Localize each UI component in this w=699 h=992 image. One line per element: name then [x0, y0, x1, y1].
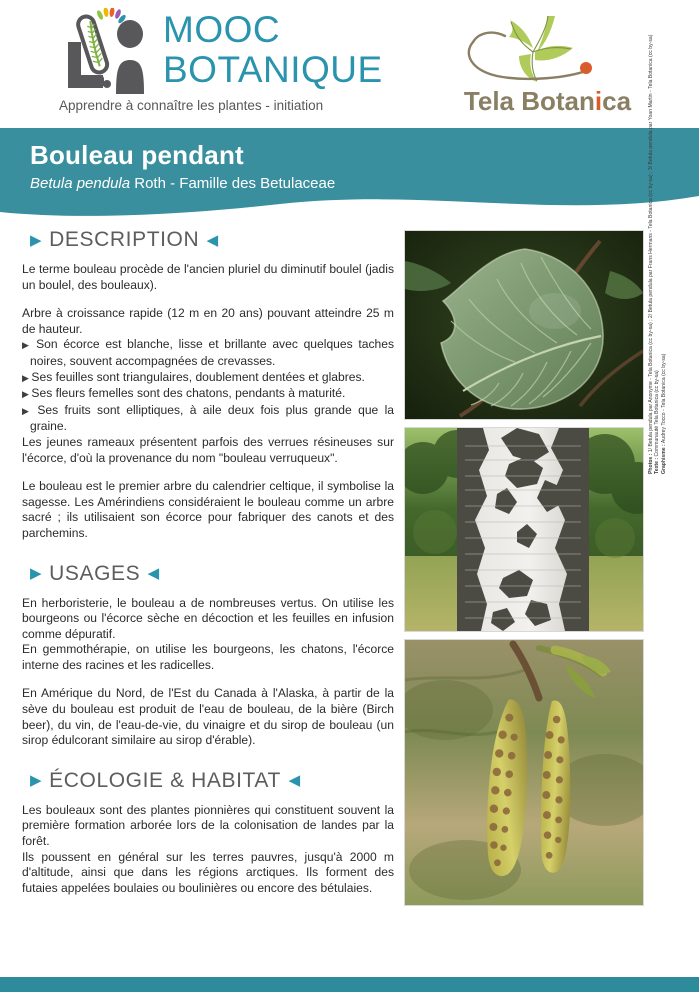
photo-credits-text [648, 0, 667, 474]
footer-bar [0, 977, 699, 992]
mooc-tagline: Apprendre à connaître les plantes - initiation [59, 98, 324, 113]
tela-name-part2: ca [602, 86, 632, 116]
bullet-arrow-icon: ▶ [22, 389, 32, 400]
section-heading-label: USAGES [49, 561, 141, 585]
credit-graphisme-value: Audrey Tocco - Tela Botanica (cc by-sa) [660, 353, 667, 445]
paragraph-spacer [22, 466, 394, 479]
section-heading-usages [22, 562, 394, 586]
species-title-banner [0, 128, 699, 220]
section-heading-label: DESCRIPTION [49, 228, 200, 251]
mooc-title-line2: BOTANIQUE [163, 49, 383, 90]
photo-catkins [404, 639, 644, 906]
species-common-name: Bouleau pendant [30, 140, 244, 170]
photo-bark [404, 427, 644, 632]
content-column [22, 228, 394, 896]
body-paragraph: Le bouleau est le premier arbre du calendrier celtique, il symbolise la sagesse. Les Amérindiens considéraient le bouleau comme un arbre sacré ; ils utilisaient son écorce pour fabriquer des canots et des parchemins. [22, 479, 394, 540]
body-paragraph: Arbre à croissance rapide (12 m en 20 ans) pouvant atteindre 25 m de hauteur. [22, 306, 394, 336]
credit-texte-label: Texte : [654, 457, 661, 474]
mooc-wordmark [163, 10, 383, 90]
mooc-title-line1: MOOC [163, 9, 281, 50]
bullet-arrow-icon: ▶ [22, 372, 32, 383]
section-spacer [22, 542, 394, 562]
section-arrow-right-icon: ▶ [287, 772, 301, 790]
section-heading-ecologie [22, 769, 394, 793]
section-arrow-right-icon: ▶ [206, 231, 219, 249]
tela-name-part1: Tela Botan [463, 86, 595, 116]
bullet-arrow-icon: ▶ [22, 405, 38, 416]
photo-column [404, 230, 644, 913]
body-paragraph: En Amérique du Nord, de l'Est du Canada à l'Alaska, à partir de la sève du bouleau est produit de l'eau de bouleau, de la bière (Birch beer), du vin, de l'eau-de-vie, du vinaigre et du sirop de bouleau (un sirop édulcorant similaire au sirop d'érable). [22, 686, 394, 748]
species-latin-binomial: Betula pendula [30, 175, 131, 192]
tela-botanica-wordmark [455, 86, 640, 117]
section-heading-description [22, 228, 394, 252]
petals-icon [96, 8, 127, 24]
mooc-botanique-logo [58, 6, 383, 116]
page-header [0, 0, 699, 128]
species-family-text: Roth - Famille des Betulaceae [130, 175, 336, 192]
credit-line-graphisme [661, 0, 667, 474]
paragraph-spacer [22, 673, 394, 686]
bullet-item [22, 403, 394, 435]
body-paragraph: Le terme bouleau procède de l'ancien pluriel du diminutif boulel (jadis un boulel, des bouleaux). [22, 262, 394, 292]
credit-graphisme-label: Graphisme : [660, 444, 667, 474]
bullet-text: Ses feuilles sont triangulaires, doublement dentées et glabres. [31, 369, 365, 384]
credit-texte-value: Communauté Tela Botanica (cc by-sa) [654, 370, 661, 458]
species-scientific-name [30, 175, 335, 192]
tela-name-accent-i: i [594, 86, 603, 116]
paragraph-spacer [22, 293, 394, 306]
bullet-item [22, 386, 394, 403]
tela-botanica-logo [455, 8, 640, 118]
tela-leaf-icon [455, 8, 640, 88]
bullet-item [22, 370, 394, 387]
section-heading-label: ÉCOLOGIE & HABITAT [49, 768, 281, 792]
section-arrow-left-icon: ▶ [30, 772, 43, 790]
bullet-text: Son écorce est blanche, lisse et brillante avec quelques taches noires, souvent accompagnées de crevasses. [30, 337, 395, 368]
mooc-logo-mark [58, 8, 158, 96]
bullet-arrow-icon: ▶ [22, 340, 37, 351]
bullet-text: Ses fruits sont elliptiques, à aile deux fois plus grande que la graine. [30, 402, 395, 434]
credit-photos-label: Photos : [648, 453, 654, 474]
section-arrow-left-icon: ▶ [30, 231, 43, 249]
bullet-text: Ses fleurs femelles sont des chatons, pendants à maturité. [31, 386, 346, 401]
bullet-item [22, 337, 394, 369]
section-spacer [22, 749, 394, 769]
body-paragraph: Les bouleaux sont des plantes pionnières qui constituent souvent la première formation arborée lors de la colonisation de landes par la forêt. [22, 802, 394, 849]
photo-leaf [404, 230, 644, 420]
body-paragraph: En gemmothérapie, on utilise les bourgeons, les chatons, l'écorce interne des racines et les radicelles. [22, 642, 394, 672]
section-arrow-left-icon: ▶ [30, 565, 43, 582]
credit-photos-value: 1/ Betula pendula par Anonyme - Tela Botanica (cc by-sa) ; 2/ Betula pendula par Frans Hermans - Tela Botanica (cc by-sa) ; 3/ Betula pendula par Yoan Martin - Tela Botanica (cc by-sa) [648, 34, 654, 454]
body-paragraph: En herboristerie, le bouleau a de nombreuses vertus. On utilise les bourgeons ou l'écorce sèche en décoction et les feuilles en infusion comme dépuratif. [22, 595, 394, 641]
body-paragraph: Ils poussent en général sur les terres pauvres, jusqu'à 2000 m d'altitude, ainsi que dans les régions arctiques. Ils forment des futaies appelées boulaies ou boulinières ou encore des bétulaies. [22, 849, 394, 895]
body-paragraph: Les jeunes rameaux présentent parfois des verrues résineuses sur l'écorce, d'où la provenance du nom "bouleau verruqueux". [22, 434, 394, 465]
section-arrow-right-icon: ▶ [147, 565, 160, 582]
